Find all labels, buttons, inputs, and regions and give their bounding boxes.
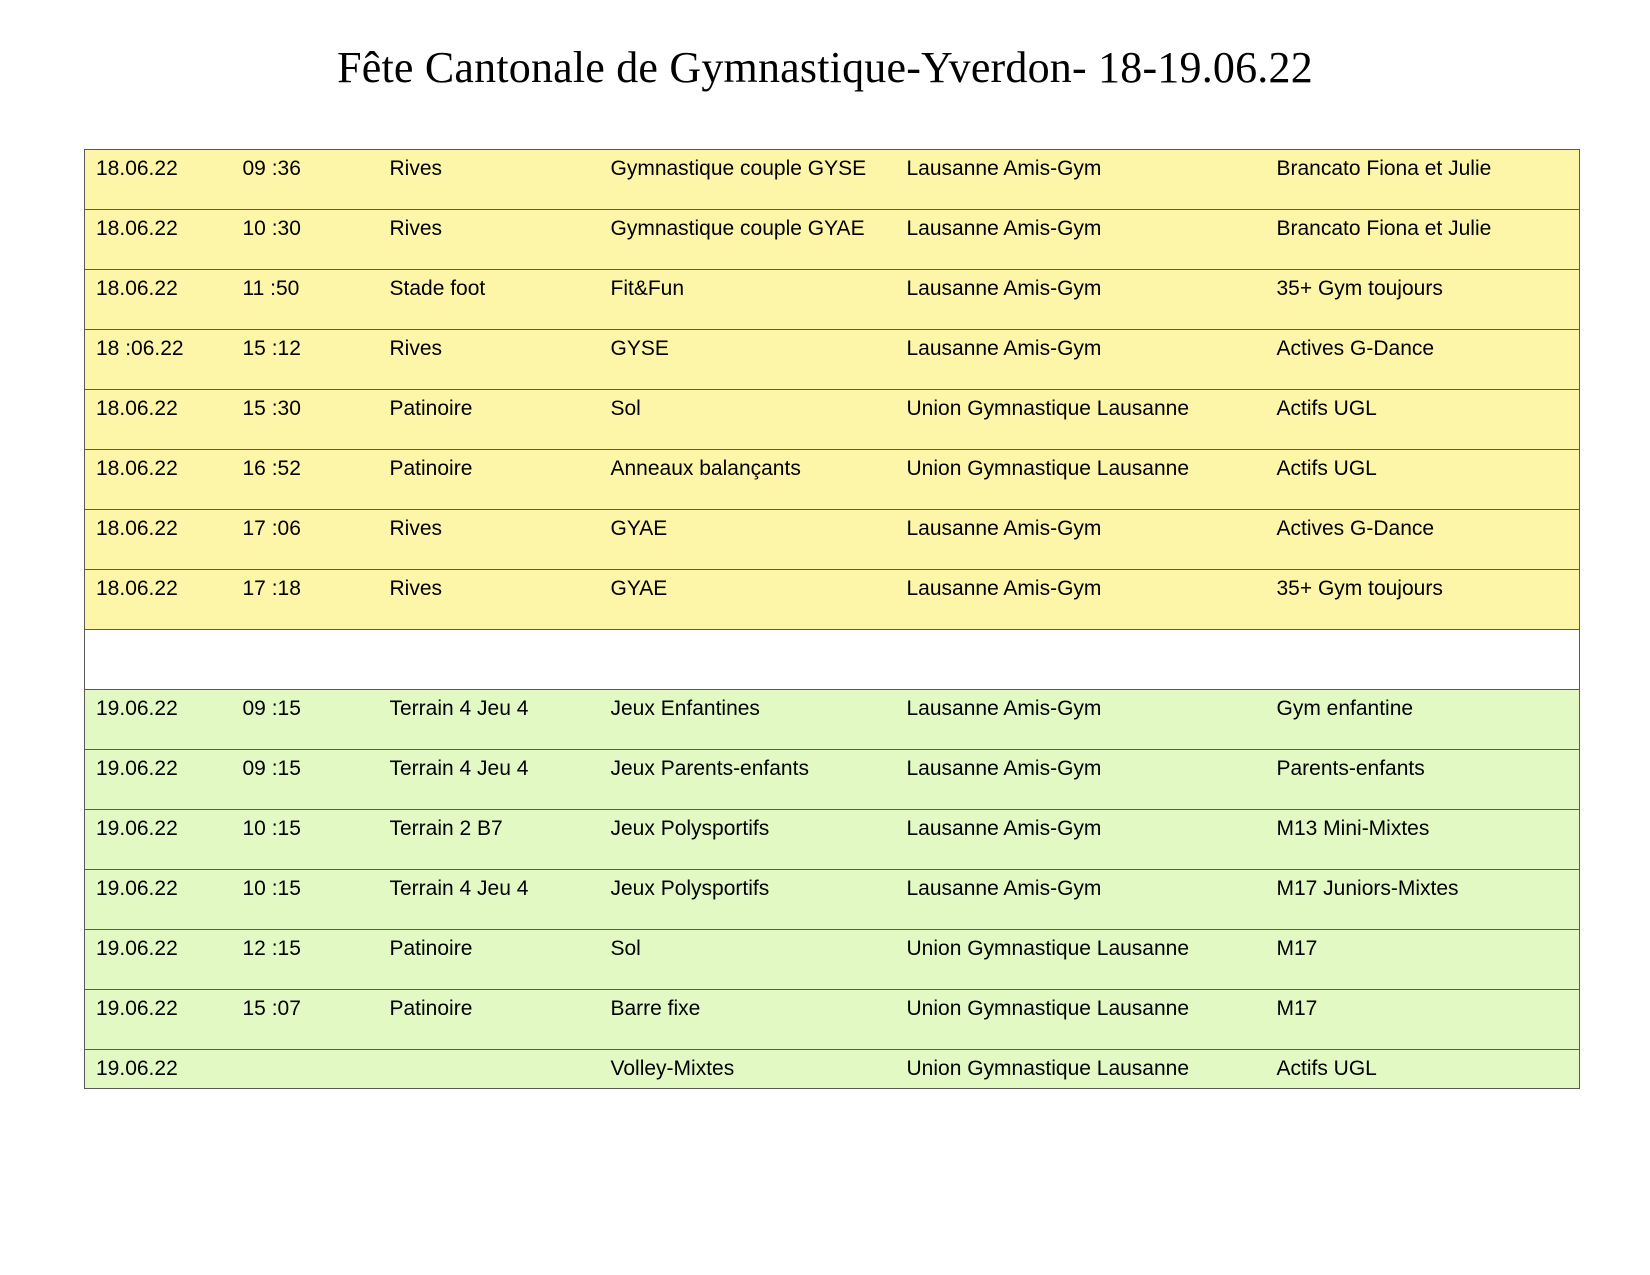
table-row <box>85 690 1580 750</box>
cell-time <box>232 1050 379 1089</box>
cell-date: 18.06.22 <box>85 270 232 330</box>
cell-date: 19.06.22 <box>85 1050 232 1089</box>
table-row <box>85 450 1580 510</box>
cell-time: 15 :30 <box>232 390 379 450</box>
cell-time: 10 :15 <box>232 810 379 870</box>
cell-time: 15 :12 <box>232 330 379 390</box>
table-row <box>85 510 1580 570</box>
table-row <box>85 150 1580 210</box>
cell-event: Gymnastique couple GYAE <box>600 210 896 270</box>
cell-place: Terrain 4 Jeu 4 <box>379 870 600 930</box>
table-row <box>85 1050 1580 1089</box>
cell-event: GYSE <box>600 330 896 390</box>
cell-date: 18.06.22 <box>85 510 232 570</box>
cell-group: M17 <box>1266 990 1580 1050</box>
cell-event: Barre fixe <box>600 990 896 1050</box>
cell-place: Patinoire <box>379 930 600 990</box>
cell-event: Volley-Mixtes <box>600 1050 896 1089</box>
cell-time: 12 :15 <box>232 930 379 990</box>
cell-place: Rives <box>379 210 600 270</box>
cell-time: 17 :18 <box>232 570 379 630</box>
cell-date: 18 :06.22 <box>85 330 232 390</box>
cell-event: Sol <box>600 390 896 450</box>
cell-place: Terrain 4 Jeu 4 <box>379 690 600 750</box>
schedule-body <box>85 150 1580 1089</box>
cell-club: Lausanne Amis-Gym <box>896 570 1266 630</box>
spacer-row <box>85 630 1580 690</box>
cell-place: Patinoire <box>379 990 600 1050</box>
table-row <box>85 810 1580 870</box>
cell-place: Rives <box>379 330 600 390</box>
cell-club: Union Gymnastique Lausanne <box>896 450 1266 510</box>
cell-group: Actifs UGL <box>1266 390 1580 450</box>
table-row <box>85 390 1580 450</box>
cell-event: Jeux Parents-enfants <box>600 750 896 810</box>
cell-time: 09 :15 <box>232 690 379 750</box>
cell-club: Lausanne Amis-Gym <box>896 810 1266 870</box>
cell-event: Jeux Polysportifs <box>600 810 896 870</box>
cell-club: Lausanne Amis-Gym <box>896 330 1266 390</box>
cell-place: Rives <box>379 150 600 210</box>
cell-event: GYAE <box>600 510 896 570</box>
cell-time: 11 :50 <box>232 270 379 330</box>
table-row <box>85 210 1580 270</box>
cell-club: Lausanne Amis-Gym <box>896 690 1266 750</box>
cell-date: 19.06.22 <box>85 690 232 750</box>
table-row <box>85 990 1580 1050</box>
cell-place: Rives <box>379 570 600 630</box>
cell-time: 09 :15 <box>232 750 379 810</box>
cell-date: 19.06.22 <box>85 750 232 810</box>
cell-place: Patinoire <box>379 390 600 450</box>
cell-group: Actifs UGL <box>1266 450 1580 510</box>
schedule-table <box>84 149 1580 1089</box>
table-row <box>85 570 1580 630</box>
cell-date: 18.06.22 <box>85 570 232 630</box>
table-row <box>85 750 1580 810</box>
cell-group: Actifs UGL <box>1266 1050 1580 1089</box>
cell-date: 18.06.22 <box>85 210 232 270</box>
cell-date: 19.06.22 <box>85 930 232 990</box>
cell-club: Union Gymnastique Lausanne <box>896 930 1266 990</box>
cell-club: Lausanne Amis-Gym <box>896 150 1266 210</box>
cell-club: Lausanne Amis-Gym <box>896 210 1266 270</box>
cell-event: GYAE <box>600 570 896 630</box>
cell-club: Lausanne Amis-Gym <box>896 870 1266 930</box>
cell-place <box>379 1050 600 1089</box>
cell-event: Sol <box>600 930 896 990</box>
cell-place: Patinoire <box>379 450 600 510</box>
cell-time: 09 :36 <box>232 150 379 210</box>
table-row <box>85 270 1580 330</box>
spacer-cell <box>85 630 1580 690</box>
cell-date: 18.06.22 <box>85 390 232 450</box>
cell-place: Terrain 2 B7 <box>379 810 600 870</box>
cell-time: 15 :07 <box>232 990 379 1050</box>
cell-club: Union Gymnastique Lausanne <box>896 390 1266 450</box>
cell-group: Parents-enfants <box>1266 750 1580 810</box>
cell-time: 17 :06 <box>232 510 379 570</box>
document-title: Fête Cantonale de Gymnastique-Yverdon- 18-19.06.22 <box>337 43 1313 92</box>
cell-place: Rives <box>379 510 600 570</box>
cell-event: Jeux Enfantines <box>600 690 896 750</box>
cell-event: Jeux Polysportifs <box>600 870 896 930</box>
cell-group: Actives G-Dance <box>1266 510 1580 570</box>
cell-date: 18.06.22 <box>85 150 232 210</box>
table-row <box>85 330 1580 390</box>
cell-group: Actives G-Dance <box>1266 330 1580 390</box>
table-row <box>85 870 1580 930</box>
cell-date: 19.06.22 <box>85 870 232 930</box>
cell-date: 19.06.22 <box>85 810 232 870</box>
cell-group: M17 <box>1266 930 1580 990</box>
cell-club: Union Gymnastique Lausanne <box>896 1050 1266 1089</box>
cell-event: Anneaux balançants <box>600 450 896 510</box>
cell-group: 35+ Gym toujours <box>1266 570 1580 630</box>
cell-place: Terrain 4 Jeu 4 <box>379 750 600 810</box>
cell-group: Gym enfantine <box>1266 690 1580 750</box>
table-row <box>85 930 1580 990</box>
cell-date: 19.06.22 <box>85 990 232 1050</box>
cell-group: Brancato Fiona et Julie <box>1266 150 1580 210</box>
cell-place: Stade foot <box>379 270 600 330</box>
cell-event: Fit&Fun <box>600 270 896 330</box>
cell-club: Union Gymnastique Lausanne <box>896 990 1266 1050</box>
cell-group: Brancato Fiona et Julie <box>1266 210 1580 270</box>
cell-group: M17 Juniors-Mixtes <box>1266 870 1580 930</box>
cell-date: 18.06.22 <box>85 450 232 510</box>
cell-time: 10 :30 <box>232 210 379 270</box>
cell-club: Lausanne Amis-Gym <box>896 510 1266 570</box>
cell-time: 10 :15 <box>232 870 379 930</box>
cell-event: Gymnastique couple GYSE <box>600 150 896 210</box>
cell-group: 35+ Gym toujours <box>1266 270 1580 330</box>
cell-group: M13 Mini-Mixtes <box>1266 810 1580 870</box>
cell-club: Lausanne Amis-Gym <box>896 750 1266 810</box>
cell-club: Lausanne Amis-Gym <box>896 270 1266 330</box>
cell-time: 16 :52 <box>232 450 379 510</box>
